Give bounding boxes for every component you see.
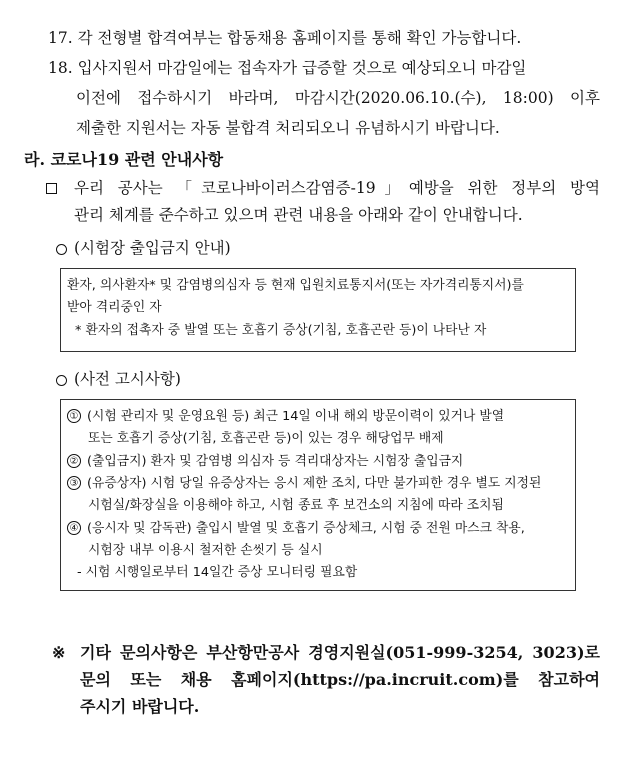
notice-item-1: ① (시험 관리자 및 운영요원 등) 최근 14일 이내 해외 방문이력이 있거나 발열 bbox=[67, 408, 504, 426]
notice-item-4-cont: 시험장 내부 이용시 철저한 손씻기 등 실시 bbox=[88, 543, 323, 558]
item-17: 17. 각 전형별 합격여부는 합동채용 홈페이지를 통해 확인 가능합니다. bbox=[48, 29, 522, 47]
notice-item-3: ③ (유증상자) 시험 당일 유증상자는 응시 제한 조치, 다만 불가피한 경우 별도 지정된 bbox=[67, 475, 541, 493]
section-ra-intro-line-2: 관리 체계를 준수하고 있으며 관련 내용을 아래와 같이 안내합니다. bbox=[74, 206, 523, 224]
item-18-line-2: 이전에 접수하시기 바라며, 마감시간(2020.06.10.(수), 18:00) 이후 bbox=[76, 89, 600, 107]
ban-line-2: 받아 격리중인 자 bbox=[67, 300, 162, 315]
ban-title: (시험장 출입금지 안내) bbox=[74, 239, 231, 257]
notice-item-4-sub: - 시험 시행일로부터 14일간 증상 모니터링 필요함 bbox=[77, 565, 358, 580]
notice-item-2: ② (출입금지) 환자 및 감염병 의심자 등 격리대상자는 시험장 출입금지 bbox=[67, 453, 463, 471]
footer-line-3: 주시기 바랍니다. bbox=[80, 697, 200, 716]
item-18-line-3: 제출한 지원서는 자동 불합격 처리되오니 유념하시기 바랍니다. bbox=[76, 119, 500, 137]
notice-item-1-cont: 또는 호흡기 증상(기침, 호흡곤란 등)이 있는 경우 해당업무 배제 bbox=[88, 431, 444, 446]
section-ra-title: 라. 코로나19 관련 안내사항 bbox=[24, 150, 224, 169]
number-1-icon: ① bbox=[67, 409, 81, 423]
footer-line-1: 기타 문의사항은 부산항만공사 경영지원실(051-999-3254, 3023)로 bbox=[80, 643, 600, 662]
section-ra-intro-line-1: 우리 공사는 「코로나바이러스감염증-19」예방을 위한 정부의 방역 bbox=[74, 179, 600, 197]
notice-title: (사전 고시사항) bbox=[74, 370, 181, 388]
notice-item-3-cont: 시험실/화장실을 이용해야 하고, 시험 종료 후 보건소의 지침에 따라 조치됨 bbox=[88, 498, 504, 513]
ban-line-3: * 환자의 접촉자 중 발열 또는 호흡기 증상(기침, 호흡곤란 등)이 나타난 자 bbox=[75, 323, 487, 338]
footer-mark: ※ bbox=[52, 643, 66, 662]
footer-line-2: 문의 또는 채용 홈페이지(https://pa.incruit.com)를 참고하여 bbox=[80, 670, 600, 689]
number-3-icon: ③ bbox=[67, 476, 81, 490]
notice-box bbox=[60, 399, 576, 591]
item-18-line-1: 18. 입사지원서 마감일에는 접속자가 급증할 것으로 예상되오니 마감일 bbox=[48, 59, 527, 77]
circle-bullet-icon bbox=[56, 244, 67, 255]
ban-line-1: 환자, 의사환자* 및 감염병의심자 등 현재 입원치료통지서(또는 자가격리통지서)를 bbox=[67, 278, 524, 293]
ban-box bbox=[60, 268, 576, 352]
circle-bullet-icon bbox=[56, 375, 67, 386]
number-4-icon: ④ bbox=[67, 521, 81, 535]
checkbox-icon bbox=[46, 183, 57, 194]
number-2-icon: ② bbox=[67, 454, 81, 468]
notice-item-4: ④ (응시자 및 감독관) 출입시 발열 및 호흡기 증상체크, 시험 중 전원 마스크 착용, bbox=[67, 520, 525, 538]
